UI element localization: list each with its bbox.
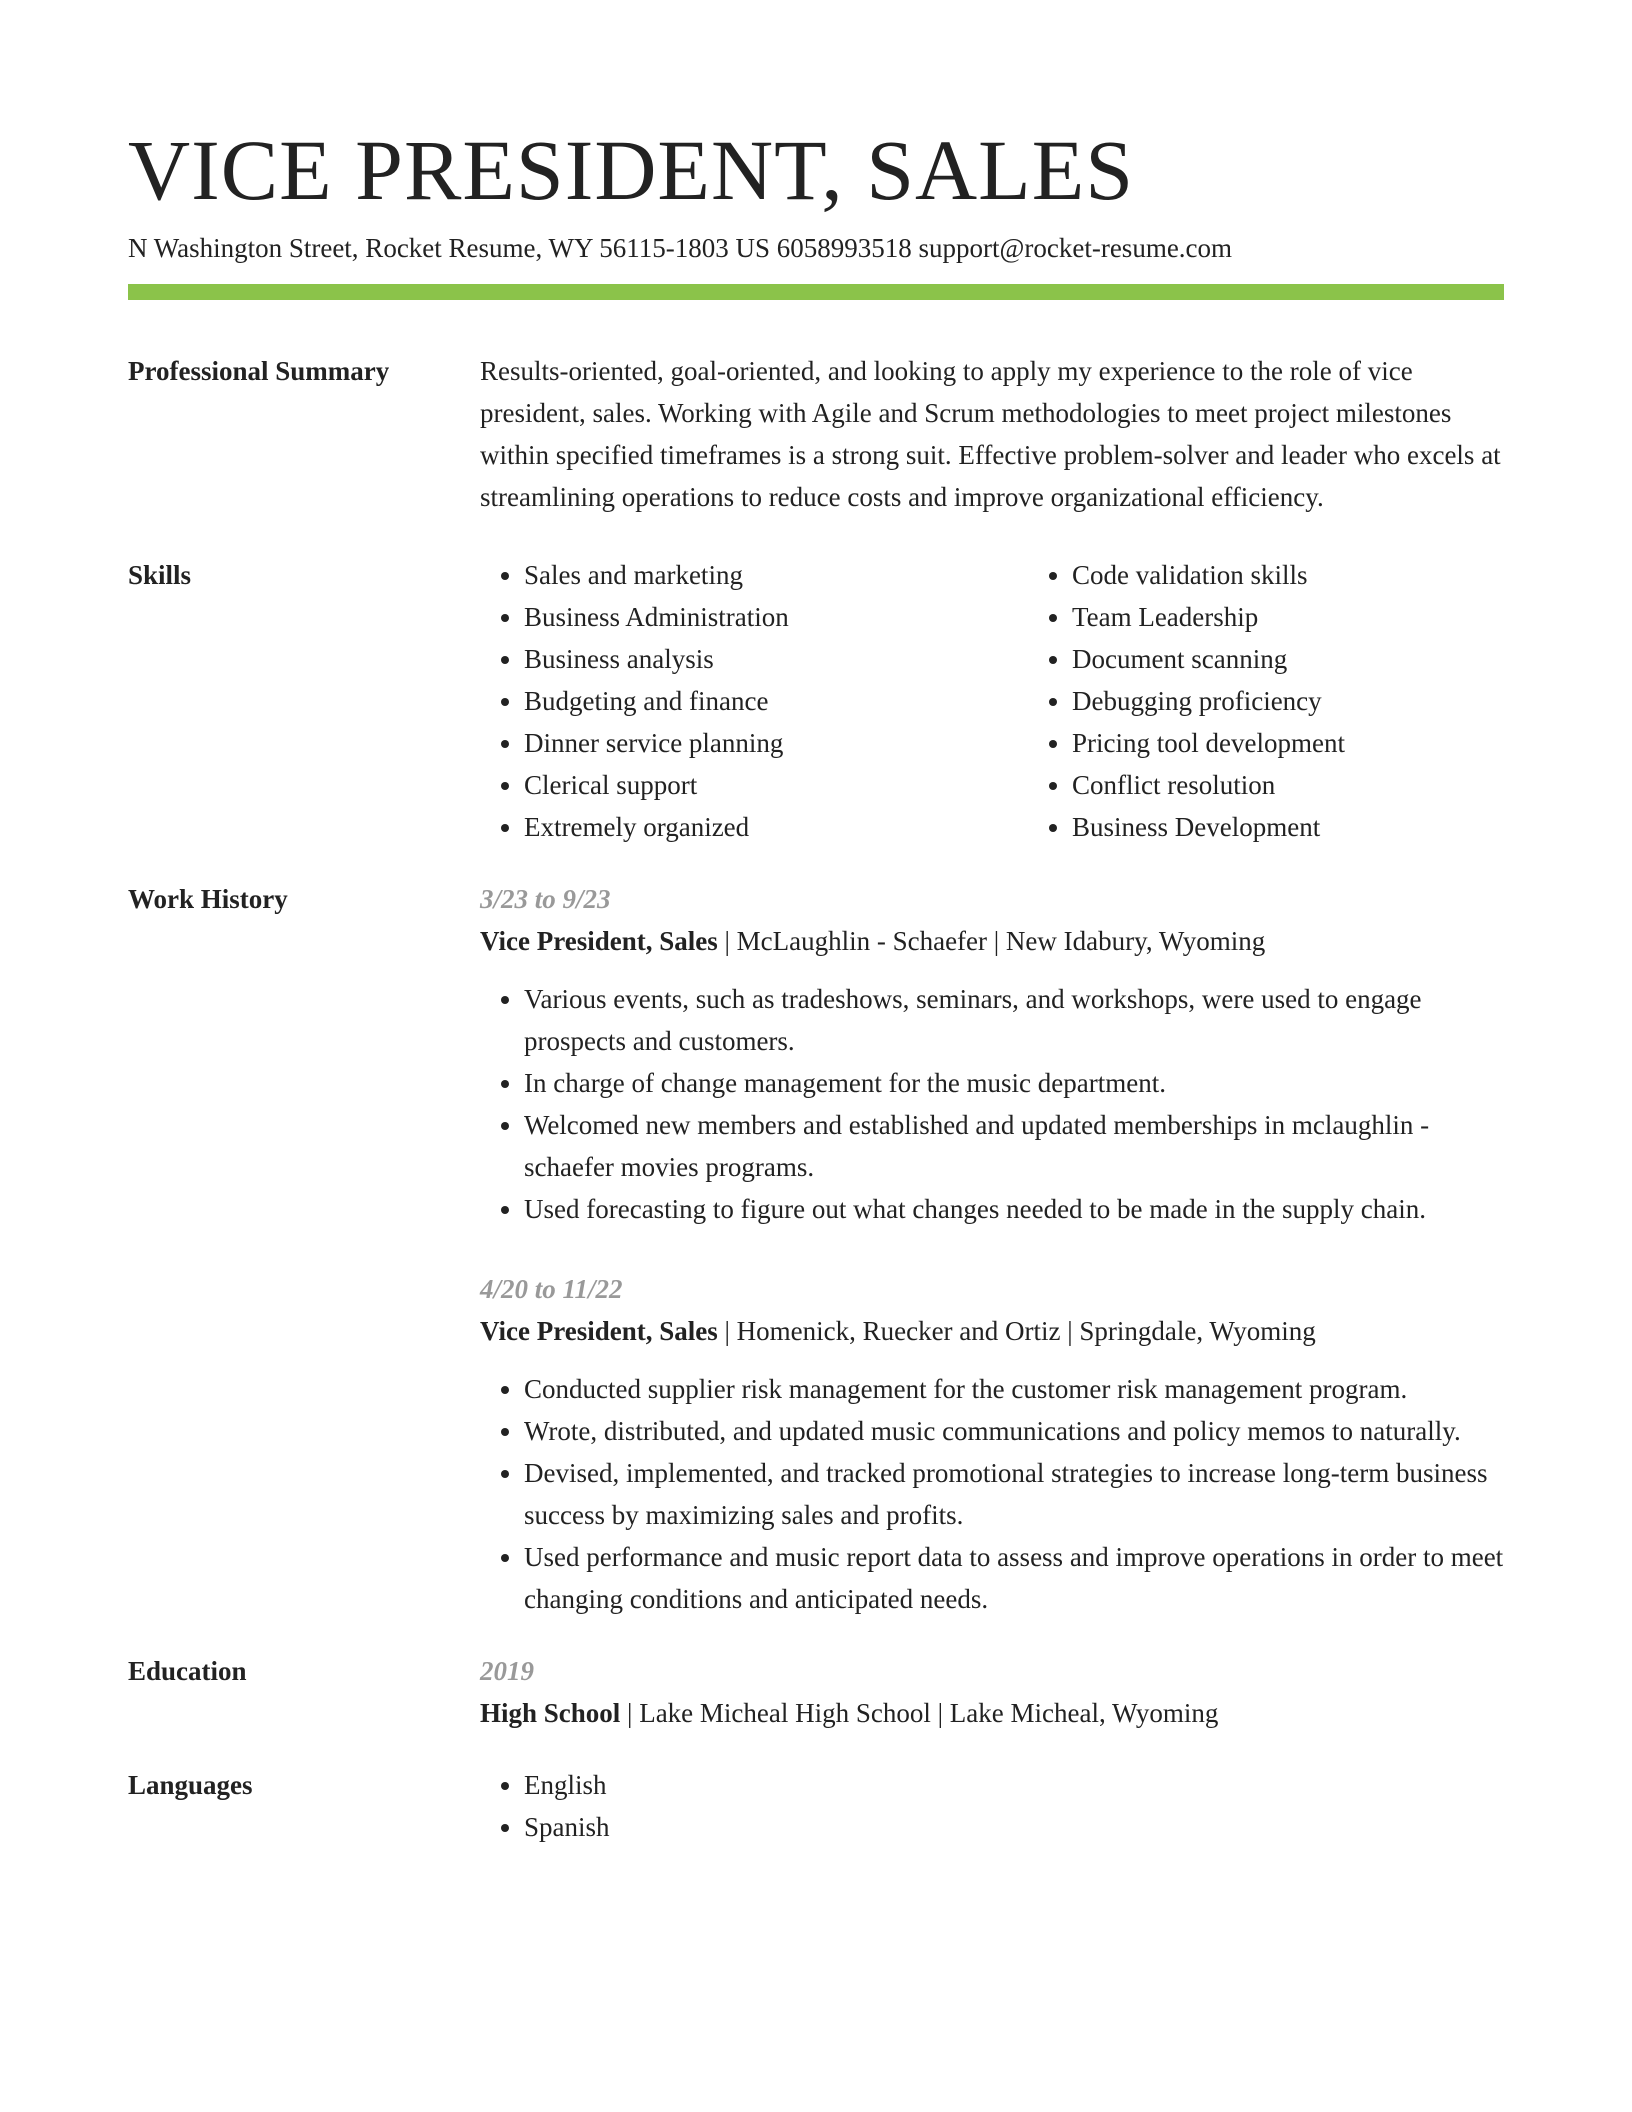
job-bullets	[480, 978, 1504, 1230]
job-details: | McLaughlin - Schaefer | New Idabury, Wyoming	[717, 926, 1266, 956]
job-role: Vice President, Sales	[480, 1316, 718, 1346]
education-year: 2019	[480, 1656, 534, 1686]
skill-item: • Conflict resolution	[1072, 764, 1532, 806]
languages-body	[480, 1764, 1504, 1848]
resume-title: VICE PRESIDENT, SALES	[128, 122, 1135, 218]
job-bullet: • Various events, such as tradeshows, seminars, and workshops, were used to engage prospects and customers.	[524, 978, 1504, 1062]
section-title-summary: Professional Summary	[128, 356, 390, 386]
skills-body	[480, 554, 1532, 848]
summary-body	[480, 350, 1504, 518]
skills-list-right	[1028, 554, 1532, 848]
job-heading	[480, 920, 1504, 962]
job-bullet: • Used performance and music report data to assess and improve operations in order to meet changing conditions and anticipated needs.	[524, 1536, 1504, 1620]
summary-section	[128, 350, 1504, 518]
section-title-education: Education	[128, 1656, 247, 1686]
work-history-section	[128, 878, 1504, 1620]
skill-item: • Code validation skills	[1072, 554, 1532, 596]
skill-item: • Team Leadership	[1072, 596, 1532, 638]
job-entry	[480, 878, 1504, 1230]
skills-columns	[480, 554, 1532, 848]
skill-item: • Business Administration	[524, 596, 984, 638]
skill-item: • Sales and marketing	[524, 554, 984, 596]
job-role: Vice President, Sales	[480, 926, 718, 956]
work-body	[480, 878, 1504, 1620]
skills-section	[128, 554, 1504, 848]
skill-item: • Pricing tool development	[1072, 722, 1532, 764]
job-dates: 4/20 to 11/22	[480, 1274, 623, 1304]
accent-divider	[128, 284, 1504, 300]
job-bullet: • Devised, implemented, and tracked promotional strategies to increase long-term business success by maximizing sales and profits.	[524, 1452, 1504, 1536]
section-title-work: Work History	[128, 884, 288, 914]
job-bullets	[480, 1368, 1504, 1620]
skill-item: • Dinner service planning	[524, 722, 984, 764]
skill-item: • Budgeting and finance	[524, 680, 984, 722]
skill-item: • Document scanning	[1072, 638, 1532, 680]
language-item: • English	[524, 1764, 1504, 1806]
skill-item: • Business analysis	[524, 638, 984, 680]
skill-item: • Debugging proficiency	[1072, 680, 1532, 722]
job-dates: 3/23 to 9/23	[480, 884, 611, 914]
language-item: • Spanish	[524, 1806, 1504, 1848]
education-body	[480, 1650, 1504, 1734]
skill-item: • Clerical support	[524, 764, 984, 806]
job-heading	[480, 1310, 1504, 1352]
job-bullet: • Used forecasting to figure out what changes needed to be made in the supply chain.	[524, 1188, 1504, 1230]
resume-page	[128, 118, 1504, 1848]
education-details: | Lake Micheal High School | Lake Micheal, Wyoming	[620, 1698, 1219, 1728]
section-title-skills: Skills	[128, 560, 192, 590]
contact-info: N Washington Street, Rocket Resume, WY 56115-1803 US 6058993518 support@rocket-resume.com	[128, 233, 1233, 263]
job-details: | Homenick, Ruecker and Ortiz | Springdale, Wyoming	[717, 1316, 1316, 1346]
job-bullet: • Welcomed new members and established and updated memberships in mclaughlin - schaefer movies programs.	[524, 1104, 1504, 1188]
job-entry	[480, 1268, 1504, 1620]
languages-list	[480, 1764, 1504, 1848]
section-title-languages: Languages	[128, 1770, 253, 1800]
job-bullet: • Wrote, distributed, and updated music communications and policy memos to naturally.	[524, 1410, 1504, 1452]
skill-item: • Extremely organized	[524, 806, 984, 848]
skills-list-left	[480, 554, 984, 848]
job-bullet: • Conducted supplier risk management for the customer risk management program.	[524, 1368, 1504, 1410]
summary-text: Results-oriented, goal-oriented, and looking to apply my experience to the role of vice president, sales. Working with Agile and Scrum methodologies to meet project milestones within specified timeframes is a strong suit. Effective problem-solver and leader who excels at streamlining operations to reduce costs and improve organizational efficiency.	[480, 356, 1501, 512]
skill-item: • Business Development	[1072, 806, 1532, 848]
languages-section	[128, 1764, 1504, 1848]
education-degree: High School	[480, 1698, 621, 1728]
education-section	[128, 1650, 1504, 1734]
education-heading	[480, 1692, 1504, 1734]
job-bullet: • In charge of change management for the music department.	[524, 1062, 1504, 1104]
